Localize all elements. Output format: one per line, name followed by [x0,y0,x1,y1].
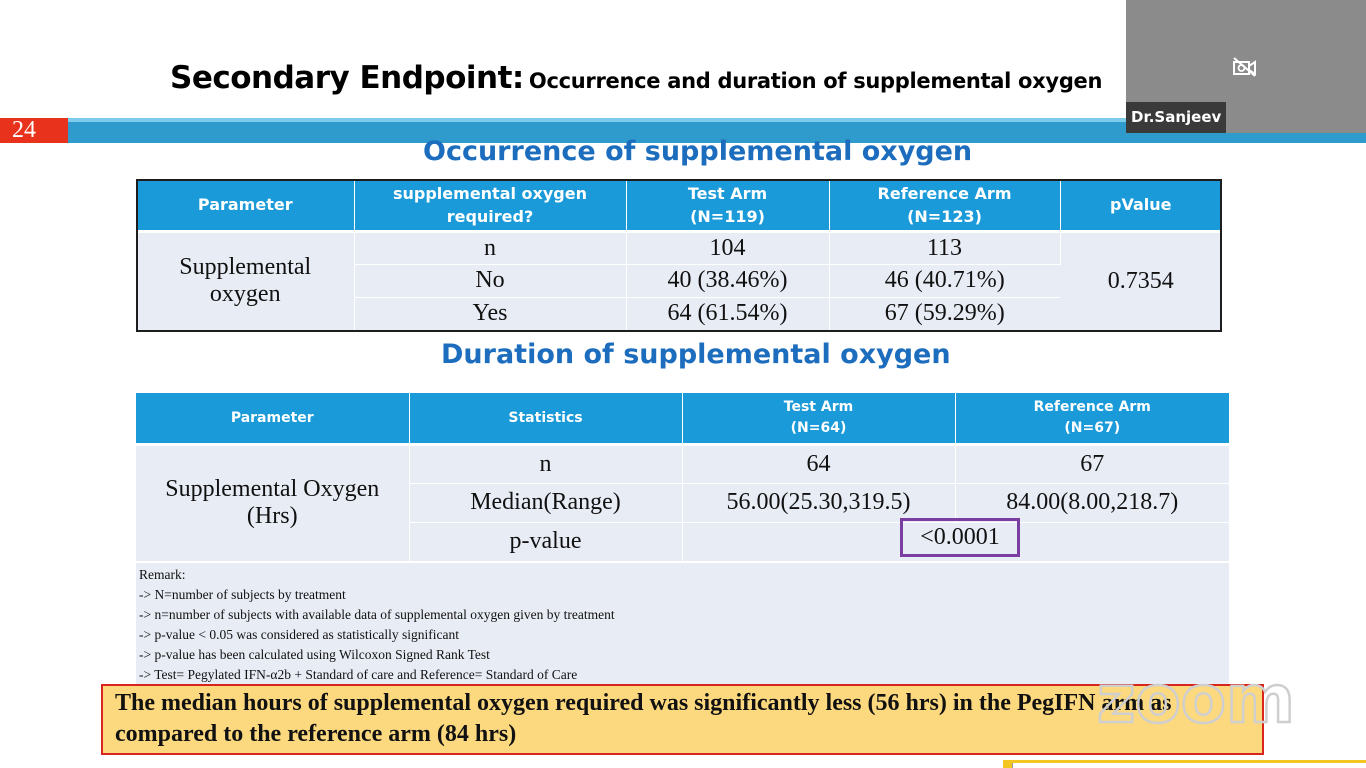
zoom-watermark [1095,670,1310,730]
header-reference-arm-title: Reference Arm [1033,399,1151,416]
header-test-arm [626,180,829,231]
remarks [136,563,1229,685]
stat-cell: Yes [354,297,626,330]
table-header-row [136,393,1229,444]
pvalue-label-cell: p-value [409,522,682,561]
participant-name: Dr.Sanjeev [1126,102,1226,133]
slide-title-main: Secondary Endpoint: [170,60,524,96]
parameter-label-line1: Supplemental Oxygen [165,476,380,502]
slide-title [170,60,1102,96]
header-pvalue: pValue [1060,180,1221,231]
header-statistics: Statistics [409,393,682,444]
test-arm-cell: 56.00(25.30,319.5) [682,483,955,522]
parameter-cell [136,444,409,561]
header-test-arm-n: (N=64) [790,419,847,436]
table-header-row [137,180,1221,231]
remark-title: Remark: [139,567,186,582]
stat-cell: No [354,264,626,297]
header-test-arm-title: Test Arm [783,399,854,416]
header-reference-arm [829,180,1060,231]
header-reference-arm-n: (N=67) [1064,419,1121,436]
stat-cell: Median(Range) [409,483,682,522]
header-reference-arm-title: Reference Arm [877,183,1012,203]
header-reference-arm-n: (N=123) [907,206,982,226]
bottom-panel-inner [1012,763,1366,768]
duration-heading: Duration of supplemental oxygen [441,339,951,370]
pvalue-highlight: <0.0001 [900,518,1020,557]
parameter-cell [137,231,354,330]
reference-arm-cell: 46 (40.71%) [829,264,1060,297]
header-parameter: Parameter [137,180,354,231]
header-test-arm-title: Test Arm [687,183,768,203]
pvalue-cell: 0.7354 [1060,231,1221,330]
remark-line: -> n=number of subjects with available data of supplemental oxygen given by treatment [139,607,615,622]
table-row [136,444,1229,483]
occurrence-heading: Occurrence of supplemental oxygen [423,136,973,167]
camera-off-icon [1232,56,1258,78]
parameter-label-line2: oxygen [209,281,281,307]
reference-arm-cell: 67 [955,444,1229,483]
test-arm-cell: 40 (38.46%) [626,264,829,297]
test-arm-cell: 104 [626,231,829,264]
slide-title-sub: Occurrence and duration of supplemental oxygen [528,69,1103,93]
header-oxygen-required: supplemental oxygen required? [354,180,626,231]
parameter-label-line1: Supplemental [179,254,312,280]
zoom-watermark-text: zoom [1097,670,1295,730]
header-test-arm-n: (N=119) [690,206,765,226]
table-row [137,231,1221,264]
parameter-label-line2: (Hrs) [246,503,298,529]
occurrence-table [137,180,1221,331]
test-arm-cell: 64 [682,444,955,483]
stat-cell: n [409,444,682,483]
reference-arm-cell: 67 (59.29%) [829,297,1060,330]
header-parameter: Parameter [136,393,409,444]
duration-table [136,393,1229,562]
remark-line: -> N=number of subjects by treatment [139,587,346,602]
header-test-arm [682,393,955,444]
reference-arm-cell: 113 [829,231,1060,264]
stat-cell: n [354,231,626,264]
remark-line: -> Test= Pegylated IFN-α2b + Standard of care and Reference= Standard of Care [139,667,578,682]
remark-line: -> p-value < 0.05 was considered as statistically significant [139,627,460,642]
remark-line: -> p-value has been calculated using Wilcoxon Signed Rank Test [139,647,490,662]
reference-arm-cell: 84.00(8.00,218.7) [955,483,1229,522]
test-arm-cell: 64 (61.54%) [626,297,829,330]
header-reference-arm [955,393,1229,444]
page-number: 24 [0,118,68,143]
conclusion-callout: The median hours of supplemental oxygen required was significantly less (56 hrs) in the PegIFN arm as compared to the reference arm (84 hrs) [101,684,1264,755]
